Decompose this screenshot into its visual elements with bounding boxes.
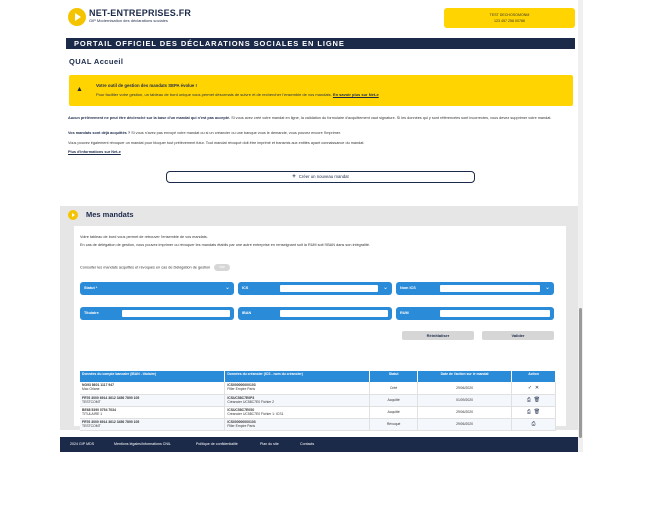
- warning-icon: ▲: [76, 86, 83, 93]
- chevron-down-icon: ⌄: [225, 285, 231, 291]
- status-cell: Acquitté: [370, 394, 418, 406]
- logo-title[interactable]: NET-ENTREPRISES.FR: [89, 8, 192, 18]
- table-row: [80, 382, 556, 394]
- user-account-button[interactable]: [444, 8, 575, 28]
- footer: [60, 437, 578, 452]
- holder-value: Mac Orlane: [82, 387, 100, 391]
- holder-value: TITULAIRE 1: [82, 411, 103, 416]
- rum-field[interactable]: [396, 307, 554, 320]
- chevron-down-icon: ⌄: [383, 285, 389, 291]
- table-header-row: [80, 371, 556, 382]
- info-paragraph-2: [68, 131, 572, 136]
- info-more-link-row: [68, 150, 572, 155]
- ics-input[interactable]: [280, 285, 378, 292]
- iban-field[interactable]: [238, 307, 392, 320]
- table-row: [80, 418, 556, 430]
- creditor-value: Filler Empire Paris: [227, 387, 256, 391]
- creditor-cell: [225, 382, 370, 394]
- action-cell: [512, 394, 556, 406]
- col-status: Statut: [370, 371, 418, 382]
- delegation-toggle-label: Consulter les mandats acquittés et révoqués en cas de Délégation de gestion: [80, 265, 211, 270]
- date-cell: 29/06/2020: [418, 406, 512, 418]
- status-cell: Révoqué: [370, 418, 418, 430]
- creditor-cell: [225, 394, 370, 406]
- page: [60, 0, 578, 452]
- creditor-cell: [225, 406, 370, 418]
- create-mandate-button[interactable]: [166, 171, 475, 183]
- info-p1-text: Si vous avez créé votre mandat en ligne, la validation du formulaire d'acquittement vaut signature. Si les données qui y sont référencées sont incorrectes, vous devez supprimer votre mandat.: [231, 116, 552, 120]
- status-cell: Acquitté: [370, 406, 418, 418]
- table-row: [80, 394, 556, 406]
- footer-legal-link[interactable]: Mentions légales/Informations CNIL: [114, 442, 171, 446]
- col-date: Date de l'action sur le mandat: [418, 371, 512, 382]
- reset-button[interactable]: Réinitialiser: [402, 331, 474, 340]
- create-mandate-label: Créer un nouveau mandat: [298, 174, 349, 179]
- rum-input[interactable]: [440, 310, 550, 317]
- more-info-link[interactable]: Plus d'informations sur Net-e: [68, 150, 121, 154]
- chevron-down-icon: ⌄: [545, 285, 551, 291]
- statut-select[interactable]: [80, 282, 234, 295]
- notice-title: Votre outil de gestion des mandats SEPA évolue !: [96, 83, 197, 88]
- bank-cell: [80, 394, 225, 406]
- rum-label: RUM: [400, 311, 409, 315]
- creditor-value: Créancier UC58C7E0 Fichier 2: [227, 399, 275, 404]
- info-p2-text: Si vous n'avez pas envoyé votre mandat ou si un créancier ou une banque vous le demande, vous pouvez encore l'imprimer.: [131, 131, 342, 135]
- titulaire-input[interactable]: [122, 310, 230, 317]
- delegation-toggle-row: [80, 264, 230, 271]
- col-action: Action: [512, 371, 556, 382]
- info-p1-bold: Aucun prélèvement ne peut être déclenché sur la base d'un mandat qui n'est pas accepté.: [68, 116, 231, 120]
- iban-input[interactable]: [280, 310, 388, 317]
- validate-button[interactable]: Valider: [482, 331, 554, 340]
- col-bank: Données du compte bancaire (IBAN - titulaire): [80, 371, 225, 382]
- iban-value: FR76 3000 6914 3612 3456 7890 105: [82, 419, 140, 424]
- mandats-intro-1: Votre tableau de bord vous permet de retrouver l'ensemble de vos mandats.: [80, 235, 208, 239]
- creditor-value: Filler Empire Paris: [227, 423, 256, 428]
- info-paragraph-3: Vous pouvez également révoquer un mandat pour bloquer tout prélèvement futur. Tout mandat révoqué doit être imprimé et transmis aux entités ayant connaissance du mandat.: [68, 141, 365, 145]
- delete-icon[interactable]: 🗑: [533, 409, 541, 415]
- check-icon[interactable]: ✓: [527, 384, 533, 391]
- page-scrollbar[interactable]: [578, 0, 583, 452]
- mandats-table: [80, 371, 556, 431]
- col-creditor: Données du créancier (ICS - nom du créancier): [225, 371, 370, 382]
- mandats-section: [60, 206, 578, 430]
- user-name: TEST DECHOSOMONM: [489, 13, 530, 17]
- bank-cell: [80, 418, 225, 430]
- info-p2-bold: Vos mandats sont déjà acquittés ?: [68, 131, 131, 135]
- footer-privacy-link[interactable]: Politique de confidentialité: [196, 442, 238, 446]
- date-cell: 01/09/2020: [418, 394, 512, 406]
- footer-contacts-link[interactable]: Contacts: [300, 442, 315, 446]
- ics-value: ICS000000000103: [227, 383, 256, 387]
- iban-value: BE68 5390 0754 7034: [82, 407, 116, 412]
- close-icon[interactable]: ✕: [534, 384, 540, 391]
- print-icon[interactable]: ⎙: [526, 397, 531, 403]
- action-cell: [512, 382, 556, 394]
- page-title: QUAL Accueil: [69, 57, 124, 66]
- plus-icon: +: [292, 174, 296, 180]
- delegation-toggle[interactable]: Non: [214, 264, 230, 271]
- banner-title: PORTAIL OFFICIEL DES DÉCLARATIONS SOCIALES EN LIGNE: [74, 39, 345, 48]
- nom-ics-field[interactable]: [396, 282, 554, 295]
- date-cell: 29/06/2020: [418, 382, 512, 394]
- header: [60, 0, 578, 36]
- creditor-value: Créancier UC58C7E0 Fichier 1: ICS1: [227, 411, 284, 416]
- logo-subtitle: GIP Modernisation des déclarations sociales: [89, 18, 168, 23]
- ics-label: ICS: [242, 286, 249, 290]
- statut-label: Statut *: [84, 286, 98, 290]
- mandats-title: Mes mandats: [86, 210, 134, 219]
- mandats-header: [60, 206, 578, 224]
- portal-banner: [66, 38, 575, 49]
- scrollbar-thumb[interactable]: [579, 308, 582, 438]
- notice-text: [96, 92, 379, 97]
- table-row: [80, 406, 556, 418]
- print-icon[interactable]: ⎙: [531, 421, 536, 427]
- creditor-cell: [225, 418, 370, 430]
- status-cell: Créé: [370, 382, 418, 394]
- iban-value: FR76 3000 6914 3612 3456 7890 105: [82, 395, 140, 400]
- iban-value: NO93 8601 1117 947: [82, 383, 115, 387]
- mandats-intro-2: En cas de délégation de gestion, vous pouvez imprimer ou révoquer les mandats établis par une autre entreprise en renseignant soit la RUM soit l'IBAN dans son intégralité.: [80, 243, 371, 247]
- ics-field[interactable]: [238, 282, 392, 295]
- footer-sitemap-link[interactable]: Plan du site: [260, 442, 279, 446]
- notice-body: Pour faciliter votre gestion, un tableau de bord unique vous permet désormais de suivre et de rechercher l'ensemble de vos mandats.: [96, 92, 332, 97]
- action-cell: [512, 406, 556, 418]
- holder-value: TESTCOMT: [82, 399, 101, 404]
- bank-cell: [80, 406, 225, 418]
- delete-icon[interactable]: 🗑: [533, 397, 541, 403]
- action-cell: [512, 418, 556, 430]
- nom-ics-label: Nom ICS: [400, 286, 416, 290]
- notice-link[interactable]: En savoir plus sur Net-e: [332, 92, 379, 97]
- info-paragraph-1: [68, 116, 572, 121]
- holder-value: TESTCOMT: [82, 423, 101, 428]
- footer-copyright[interactable]: 2024 GIP MDS: [70, 442, 95, 446]
- ics-value: ICSUC58C7E0S0: [227, 407, 255, 412]
- ics-value: ICS000000000103: [227, 419, 256, 424]
- notice-box: [69, 75, 573, 106]
- date-cell: 29/06/2020: [418, 418, 512, 430]
- print-icon[interactable]: ⎙: [526, 409, 531, 415]
- ics-value: ICSUC58C7E0P3: [227, 395, 255, 400]
- bank-cell: [80, 382, 225, 394]
- user-id: 123 457 258 00786: [494, 19, 525, 23]
- mandats-panel: [74, 226, 566, 426]
- play-icon: [68, 210, 78, 220]
- titulaire-label: Titulaire: [84, 311, 99, 315]
- iban-label: IBAN: [242, 311, 252, 315]
- nom-ics-input[interactable]: [440, 285, 540, 292]
- logo-icon[interactable]: [68, 8, 86, 26]
- titulaire-field[interactable]: [80, 307, 234, 320]
